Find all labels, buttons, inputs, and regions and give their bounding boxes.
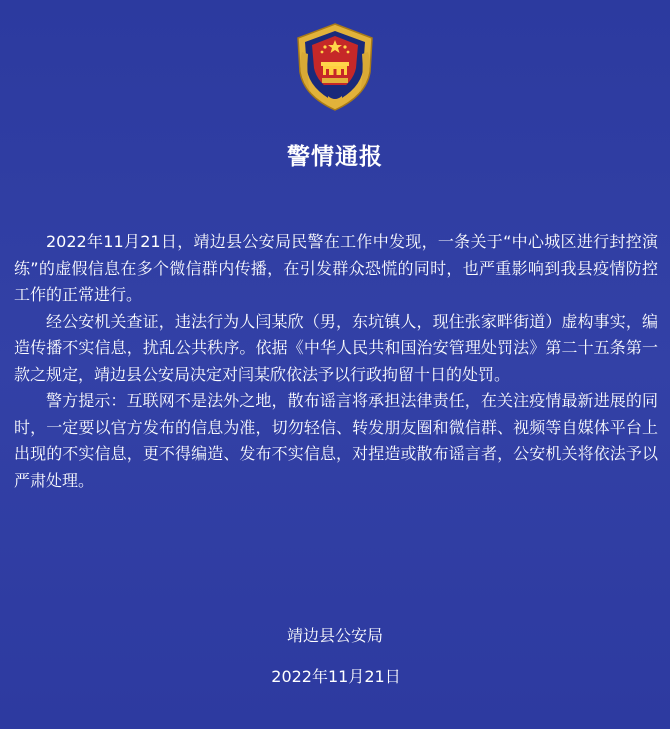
notice-title: 警情通报: [287, 144, 383, 170]
notice-body: [14, 229, 658, 494]
notice-paragraph: 2022年11月21日，靖边县公安局民警在工作中发现，一条关于“中心城区进行封控演练”的虚假信息在多个微信群内传播，在引发群众恐慌的同时，也严重影响到我县疫情防控工作的正常进行。: [14, 232, 658, 304]
signature-organization: 靖边县公安局: [286, 626, 383, 645]
notice-paragraph: 警方提示：互联网不是法外之地，散布谣言将承担法律责任，在关注疫情最新进展的同时，一定要以官方发布的信息为准，切勿轻信、转发朋友圈和微信群、视频等自媒体平台上出现的不实信息，更不得编造、发布不实信息，对捏造或散布谣言者，公安机关将依法予以严肃处理。: [14, 391, 658, 490]
police-emblem-icon: [292, 22, 378, 112]
notice-paragraph: 经公安机关查证，违法行为人闫某欣（男，东坑镇人，现住张家畔街道）虚构事实，编造传播不实信息，扰乱公共秩序。依据《中华人民共和国治安管理处罚法》第二十五条第一款之规定，靖边县公安局决定对闫某欣依法予以行政拘留十日的处罚。: [14, 311, 658, 384]
signature-date: 2022年11月21日: [271, 667, 401, 686]
